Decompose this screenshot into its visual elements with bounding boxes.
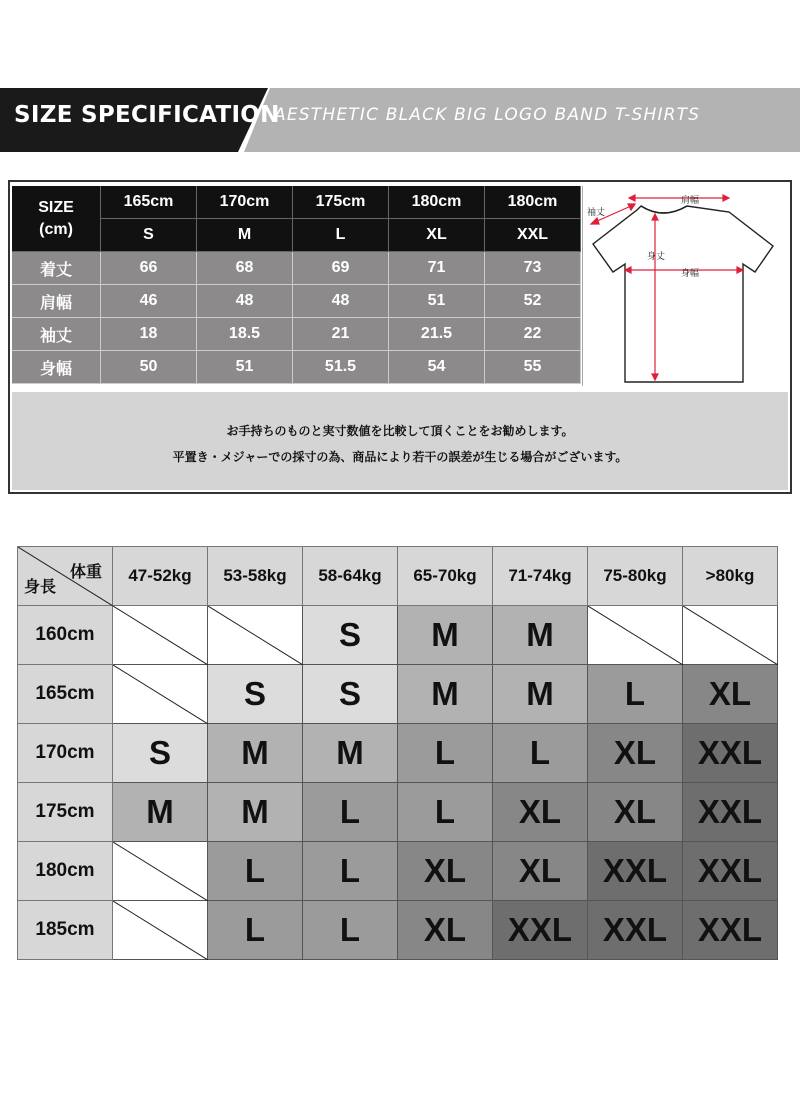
chart-cell-size: L: [303, 901, 398, 960]
chart-cell-empty: [113, 606, 208, 665]
weight-header: 58-64kg: [303, 547, 398, 606]
spec-row: [12, 318, 581, 351]
empty-diagonal: [113, 606, 208, 665]
chart-row: [18, 606, 778, 665]
chart-cell-size: XXL: [683, 783, 778, 842]
spec-value: 48: [293, 285, 389, 318]
spec-value: 52: [485, 285, 581, 318]
note-line-2: 平置き・メジャーでの採寸の為、商品により若干の誤差が生じる場合がございます。: [172, 450, 628, 464]
chart-cell-size: M: [113, 783, 208, 842]
chart-cell-size: M: [493, 665, 588, 724]
chart-cell-size: S: [208, 665, 303, 724]
chart-cell-size: XXL: [683, 724, 778, 783]
height-axis-label: 身長: [24, 579, 57, 596]
chart-cell-size: XL: [588, 724, 683, 783]
chart-cell-empty: [113, 665, 208, 724]
spec-row: [12, 285, 581, 318]
spec-value: 22: [485, 318, 581, 351]
chart-cell-size: XXL: [588, 842, 683, 901]
spec-value: 55: [485, 351, 581, 384]
chart-cell-empty: [113, 901, 208, 960]
chart-cell-size: L: [493, 724, 588, 783]
chart-row: [18, 665, 778, 724]
weight-header: 53-58kg: [208, 547, 303, 606]
spec-size: XL: [389, 219, 485, 252]
chart-cell-size: S: [113, 724, 208, 783]
tshirt-outline-svg: [583, 186, 789, 386]
chart-cell-size: XL: [398, 901, 493, 960]
chart-cell-size: M: [398, 606, 493, 665]
chart-cell-size: XL: [683, 665, 778, 724]
height-header: 170cm: [18, 724, 113, 783]
spec-size: XXL: [485, 219, 581, 252]
chart-row: [18, 724, 778, 783]
spec-height: 180cm: [389, 186, 485, 219]
weight-header: 71-74kg: [493, 547, 588, 606]
spec-value: 21: [293, 318, 389, 351]
chart-cell-size: L: [588, 665, 683, 724]
empty-diagonal: [113, 842, 208, 901]
empty-diagonal: [113, 665, 208, 724]
size-unit-label: SIZE (cm): [12, 186, 101, 252]
chart-cell-size: XL: [588, 783, 683, 842]
spec-value: 50: [101, 351, 197, 384]
chart-cell-size: XXL: [683, 901, 778, 960]
size-recommendation-chart: [17, 546, 778, 960]
height-header: 180cm: [18, 842, 113, 901]
height-header: 165cm: [18, 665, 113, 724]
spec-value: 66: [101, 252, 197, 285]
chart-corner-cell: [18, 547, 113, 606]
chart-cell-size: M: [303, 724, 398, 783]
spec-row: [12, 252, 581, 285]
chart-row: [18, 783, 778, 842]
spec-value: 54: [389, 351, 485, 384]
chart-cell-empty: [683, 606, 778, 665]
spec-height: 175cm: [293, 186, 389, 219]
chart-cell-size: XL: [398, 842, 493, 901]
spec-value: 69: [293, 252, 389, 285]
spec-size: S: [101, 219, 197, 252]
chart-cell-size: XL: [493, 842, 588, 901]
chart-cell-size: XXL: [588, 901, 683, 960]
spec-size: L: [293, 219, 389, 252]
weight-axis-label: 体重: [69, 564, 102, 581]
weight-header: 75-80kg: [588, 547, 683, 606]
spec-row-label: 袖丈: [12, 318, 101, 351]
spec-value: 68: [197, 252, 293, 285]
chart-cell-size: L: [303, 842, 398, 901]
page-subtitle: AESTHETIC BLACK BIG LOGO BAND T-SHIRTS: [274, 105, 701, 125]
chart-cell-size: M: [398, 665, 493, 724]
spec-height: 170cm: [197, 186, 293, 219]
empty-diagonal: [683, 606, 778, 665]
chart-cell-size: S: [303, 606, 398, 665]
weight-header: 47-52kg: [113, 547, 208, 606]
chart-cell-size: L: [208, 901, 303, 960]
height-header: 175cm: [18, 783, 113, 842]
label-sleeve: 袖丈: [587, 207, 606, 217]
spec-value: 18: [101, 318, 197, 351]
page-title: SIZE SPECIFICATION: [14, 102, 280, 128]
chart-cell-empty: [208, 606, 303, 665]
empty-diagonal: [208, 606, 303, 665]
chart-cell-size: M: [208, 724, 303, 783]
weight-header: 65-70kg: [398, 547, 493, 606]
chart-cell-size: XXL: [683, 842, 778, 901]
height-header: 185cm: [18, 901, 113, 960]
spec-value: 46: [101, 285, 197, 318]
spec-value: 51.5: [293, 351, 389, 384]
spec-value: 71: [389, 252, 485, 285]
spec-value: 51: [197, 351, 293, 384]
chart-cell-size: XL: [493, 783, 588, 842]
label-shoulder: 肩幅: [681, 195, 700, 205]
chart-cell-empty: [113, 842, 208, 901]
spec-row: [12, 351, 581, 384]
spec-row-label: 着丈: [12, 252, 101, 285]
height-header: 160cm: [18, 606, 113, 665]
chart-cell-size: M: [493, 606, 588, 665]
size-spec-table: [12, 186, 581, 384]
chart-row: [18, 842, 778, 901]
spec-size: M: [197, 219, 293, 252]
empty-diagonal: [113, 901, 208, 960]
label-length: 身丈: [647, 251, 666, 261]
tshirt-diagram: [582, 186, 789, 386]
spec-value: 21.5: [389, 318, 485, 351]
spec-value: 51: [389, 285, 485, 318]
spec-value: 73: [485, 252, 581, 285]
chart-cell-size: L: [208, 842, 303, 901]
weight-header: >80kg: [683, 547, 778, 606]
label-width: 身幅: [681, 268, 700, 278]
spec-row-label: 肩幅: [12, 285, 101, 318]
chart-row: [18, 901, 778, 960]
chart-cell-size: XXL: [493, 901, 588, 960]
chart-cell-size: L: [398, 783, 493, 842]
note-line-1: お手持ちのものと実寸数値を比較して頂くことをお勧めします。: [226, 424, 574, 438]
chart-cell-empty: [588, 606, 683, 665]
empty-diagonal: [588, 606, 683, 665]
chart-cell-size: L: [398, 724, 493, 783]
spec-height: 180cm: [485, 186, 581, 219]
spec-value: 18.5: [197, 318, 293, 351]
chart-cell-size: S: [303, 665, 398, 724]
spec-height: 165cm: [101, 186, 197, 219]
chart-cell-size: L: [303, 783, 398, 842]
spec-value: 48: [197, 285, 293, 318]
chart-cell-size: M: [208, 783, 303, 842]
note-panel: [12, 392, 788, 490]
spec-row-label: 身幅: [12, 351, 101, 384]
